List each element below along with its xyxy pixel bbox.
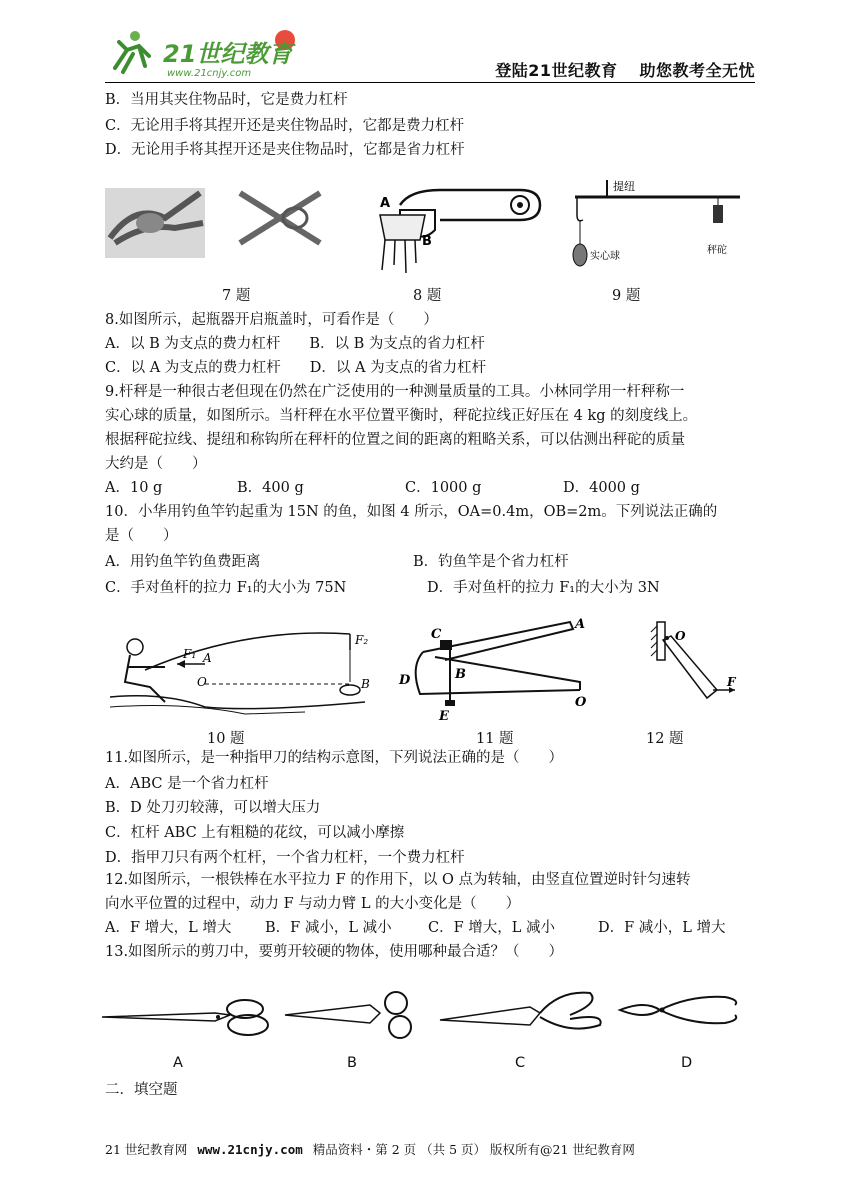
- caption-10: 10 题: [207, 731, 245, 747]
- question-8-options: A．以 B 为支点的费力杠杆 B．以 B 为支点的省力杠杆: [105, 336, 485, 352]
- header-divider: [105, 82, 755, 83]
- figure-13-scissors: [100, 985, 750, 1045]
- fig11-label-A: A: [575, 617, 586, 632]
- option-B: B．F 减小，L 减小: [265, 920, 392, 936]
- option-A: A．用钓鱼竿钓鱼费距离: [105, 554, 261, 570]
- option-C: C．1000 g: [405, 480, 482, 496]
- question-9: 根据秤砣拉线、提纽和称钩所在秤杆的位置之间的距离的粗略关系，可以估测出秤砣的质量: [105, 432, 685, 448]
- option-line: B．当用其夹住物品时，它是费力杠杆: [105, 92, 348, 108]
- figure-11-nail-clipper: [395, 612, 605, 724]
- option-A: A．ABC 是一个省力杠杆: [105, 776, 269, 792]
- scissors-label-A: A: [173, 1055, 183, 1071]
- runner-icon: [115, 31, 149, 72]
- figure-9-steelyard: [565, 175, 745, 275]
- fig10-label-A: A: [203, 651, 212, 665]
- clip-photo-2: [240, 193, 320, 243]
- fisherman-icon: [125, 639, 165, 702]
- logo: [105, 28, 325, 80]
- scissors-label-C: C: [515, 1055, 526, 1071]
- option-B: B．D 处刀刃较薄，可以增大压力: [105, 800, 321, 816]
- option-line: D．无论用手将其捏开还是夹住物品时，它都是省力杠杆: [105, 142, 465, 158]
- logo-url: www.21cnjy.com: [167, 68, 252, 79]
- caption-8: 8 题: [413, 288, 442, 304]
- fig12-label-O: O: [675, 629, 686, 643]
- question-9: 实心球的质量，如图所示。当杆秤在水平位置平衡时，秤砣拉线正好压在 4 kg 的刻度线上。: [105, 408, 698, 424]
- slogan-left: 登陆21世纪教育: [495, 61, 618, 80]
- option-B: B．钓鱼竿是个省力杠杆: [413, 554, 569, 570]
- fig9-label-ball: 实心球: [590, 251, 620, 262]
- figure-7-clip: [105, 183, 345, 263]
- footer-info: 精品资料・第 2 页 （共 5 页） 版权所有@21 世纪教育网: [312, 1142, 635, 1157]
- scissors-label-B: B: [347, 1055, 357, 1071]
- fig9-label-knob: 提纽: [613, 180, 635, 193]
- scissors-C-icon: [440, 993, 601, 1029]
- logo-text: 21世纪教育: [163, 40, 293, 68]
- fig11-label-E: E: [439, 709, 449, 724]
- question-9: 大约是（ ）: [105, 456, 207, 472]
- fig11-label-D: D: [399, 673, 411, 688]
- fig11-label-B: B: [455, 667, 466, 682]
- scissors-A-icon: [102, 1000, 268, 1035]
- figure-10-fishing: [105, 622, 375, 722]
- caption-9: 9 题: [612, 288, 641, 304]
- option-C: C．杠杆 ABC 上有粗糙的花纹，可以减小摩擦: [105, 825, 405, 841]
- clip-photo-1: [105, 188, 205, 258]
- option-D: D．4000 g: [563, 480, 640, 496]
- question-8-options: C．以 A 为支点的费力杠杆 D．以 A 为支点的省力杠杆: [105, 360, 487, 376]
- question-11: 11.如图所示，是一种指甲刀的结构示意图，下列说法正确的是（ ）: [105, 750, 564, 766]
- question-9: 9.杆秤是一种很古老但现在仍然在广泛使用的一种测量质量的工具。小林同学用一杆秤称一: [105, 384, 685, 400]
- question-10: 是（ ）: [105, 528, 178, 544]
- fig8-label-B: B: [422, 234, 432, 249]
- option-D: D．手对鱼杆的拉力 F₁的大小为 3N: [427, 580, 660, 596]
- slogan-right: 助您教考全无忧: [639, 61, 755, 80]
- option-C: C．F 增大，L 减小: [428, 920, 556, 936]
- caption-11: 11 题: [476, 731, 514, 747]
- section-heading: 二．填空题: [105, 1082, 178, 1098]
- question-10: 10．小华用钓鱼竿钓起重为 15N 的鱼，如图 4 所示，OA=0.4m，OB=2m。下列说法正确的: [105, 504, 718, 520]
- fig8-label-A: A: [380, 196, 391, 211]
- caption-7: 7 题: [222, 288, 251, 304]
- figure-8-bottle-opener: [370, 185, 550, 275]
- fig10-label-F2: F₂: [355, 633, 369, 647]
- question-12: 12.如图所示，一根铁棒在水平拉力 F 的作用下，以 O 点为转轴，由竖直位置逆时针匀速转: [105, 872, 691, 888]
- footer-site: 21 世纪教育网: [105, 1142, 188, 1157]
- option-A: A．F 增大，L 增大: [105, 920, 232, 936]
- option-C: C．手对鱼杆的拉力 F₁的大小为 75N: [105, 580, 347, 596]
- scissors-B-icon: [285, 992, 411, 1038]
- fig10-label-F1: F₁: [183, 647, 197, 661]
- option-D: D．指甲刀只有两个杠杆，一个省力杠杆，一个费力杠杆: [105, 850, 465, 866]
- fig12-label-F: F: [727, 675, 736, 689]
- option-B: B．400 g: [237, 480, 304, 496]
- fig10-label-B: B: [361, 677, 370, 691]
- figure-12-iron-rod: [645, 618, 745, 708]
- option-line: C．无论用手将其捏开还是夹住物品时，它都是费力杠杆: [105, 118, 465, 134]
- question-12: 向水平位置的过程中，动力 F 与动力臂 L 的大小变化是（ ）: [105, 896, 521, 912]
- fig11-label-C: C: [431, 627, 442, 642]
- scissors-label-D: D: [681, 1055, 693, 1071]
- question-13: 13.如图所示的剪刀中，要剪开较硬的物体，使用哪种最合适？（ ）: [105, 944, 564, 960]
- fig10-label-O: O: [197, 675, 207, 689]
- header-slogan: [473, 58, 755, 81]
- page-header: [105, 28, 755, 83]
- option-A: A．10 g: [105, 480, 163, 496]
- page-footer: [105, 1140, 755, 1158]
- footer-url[interactable]: www.21cnjy.com: [197, 1142, 303, 1157]
- fig9-label-weight: 秤砣: [707, 245, 727, 256]
- scissors-D-icon: [620, 997, 736, 1023]
- caption-12: 12 题: [646, 731, 684, 747]
- fig11-label-O: O: [575, 695, 587, 710]
- option-D: D．F 减小，L 增大: [598, 920, 726, 936]
- question-8: 8.如图所示，起瓶器开启瓶盖时，可看作是（ ）: [105, 312, 438, 328]
